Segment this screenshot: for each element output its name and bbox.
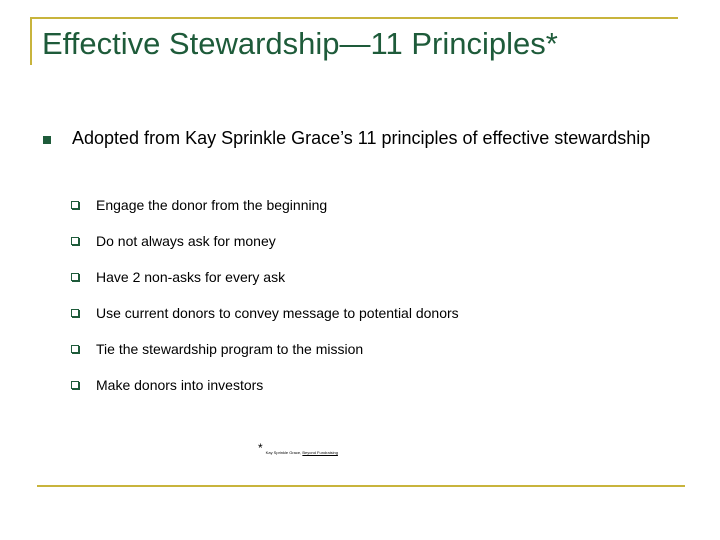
bottom-border-line	[37, 485, 685, 487]
list-item	[71, 232, 276, 250]
list-item-text: Use current donors to convey message to potential donors	[96, 305, 459, 321]
list-item	[71, 340, 363, 358]
checkbox-bullet-icon	[71, 309, 79, 317]
checkbox-bullet-icon	[71, 381, 79, 389]
square-bullet-icon	[43, 136, 51, 144]
checkbox-bullet-icon	[71, 345, 79, 353]
left-border-line	[30, 17, 32, 65]
checkbox-bullet-icon	[71, 237, 79, 245]
list-item-text: Tie the stewardship program to the mission	[96, 341, 364, 357]
top-border-line	[30, 17, 678, 19]
list-item	[71, 376, 263, 394]
footnote	[258, 442, 338, 455]
list-item-text: Have 2 non-asks for every ask	[96, 269, 286, 285]
list-item	[71, 304, 459, 322]
main-bullet-text: Adopted from Kay Sprinkle Grace’s 11 principles of effective stewardship	[72, 128, 651, 148]
list-item	[71, 268, 285, 286]
footnote-marker: *	[258, 441, 263, 455]
list-item-text: Do not always ask for money	[96, 233, 276, 249]
slide-title: Effective Stewardship—11 Principles*	[42, 26, 558, 61]
checkbox-bullet-icon	[71, 201, 79, 209]
list-item-text: Make donors into investors	[96, 377, 264, 393]
footnote-author: Kay Sprinkle Grace,	[265, 450, 303, 455]
footnote-link[interactable]: Beyond Fundraising	[302, 450, 338, 455]
list-item	[71, 196, 327, 214]
list-item-text: Engage the donor from the beginning	[96, 197, 328, 213]
footnote-text	[266, 450, 338, 455]
checkbox-bullet-icon	[71, 273, 79, 281]
